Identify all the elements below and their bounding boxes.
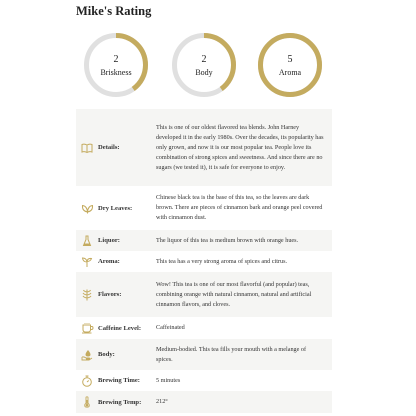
row-label: Brewing Temp: xyxy=(98,398,142,406)
brewing-temp-row xyxy=(76,391,332,413)
gauge-briskness xyxy=(83,32,149,98)
gauge-label: Aroma xyxy=(278,68,302,77)
hand-drop-icon xyxy=(80,348,94,362)
sprout-icon xyxy=(80,255,94,269)
tea-details-table xyxy=(76,109,332,413)
row-text: This is one of our oldest flavored tea blends. John Harney developed it in the early 1980s. Over the decades, its popularity has only grown, and now it is our most popular tea. People love its combination of strong spices and sweetness. And since there are no sugars (we tested it), it is safe for everyone to enjoy. xyxy=(156,123,324,171)
aroma-row xyxy=(76,251,332,272)
coffee-cup-icon xyxy=(80,321,94,335)
thermometer-icon xyxy=(80,395,94,409)
row-label: Liquor: xyxy=(98,237,120,244)
row-label: Body: xyxy=(98,351,115,358)
gauge-value: 2 xyxy=(201,54,207,65)
row-text: This tea has a very strong aroma of spices and citrus. xyxy=(156,257,288,265)
stopwatch-icon xyxy=(80,374,94,388)
row-text: The liquor of this tea is medium brown with orange hues. xyxy=(156,236,299,244)
gauge-label: Body xyxy=(195,68,213,77)
leaves-icon xyxy=(80,201,94,215)
row-text: Chinese black tea is the base of this tea, so the leaves are dark brown. There are pieces of cinnamon bark and orange peel covered with cinnamon dust. xyxy=(156,194,323,221)
row-label: Aroma: xyxy=(98,258,120,265)
sprig-icon xyxy=(80,288,94,302)
gauge-aroma xyxy=(257,32,323,98)
gauge-body xyxy=(171,32,237,98)
rating-gauges xyxy=(0,0,416,120)
page-title: Mike's Rating xyxy=(76,4,152,18)
row-text: Medium-bodied. This tea fills your mouth with a melange of spices. xyxy=(156,345,307,363)
book-icon xyxy=(80,141,94,155)
gauge-value: 2 xyxy=(113,54,119,65)
dry-leaves-row xyxy=(76,186,332,230)
row-label: Dry Leaves: xyxy=(98,204,133,212)
gauge-ring-icon xyxy=(83,32,149,98)
brewing-time-row xyxy=(76,370,332,391)
row-text: 212° xyxy=(156,398,168,405)
gauge-ring-icon xyxy=(257,32,323,98)
gauge-value: 5 xyxy=(287,54,293,65)
details-row xyxy=(76,109,332,186)
row-text: 5 minutes xyxy=(156,376,181,384)
gauge-label: Briskness xyxy=(100,68,132,77)
flavors-row xyxy=(76,272,332,317)
row-label: Flavors: xyxy=(98,291,122,298)
row-text: Wow! This tea is one of our most flavorful (and popular) teas, combining orange with natural cinnamon, natural and artificial cinnamon flavors, and cloves. xyxy=(156,280,312,308)
body-row xyxy=(76,339,332,370)
caffeine-level-row xyxy=(76,317,332,339)
row-text: Caffeinated xyxy=(156,324,185,331)
row-label: Caffeine Level: xyxy=(98,324,142,332)
flask-icon xyxy=(80,234,94,248)
liquor-row xyxy=(76,230,332,251)
row-label: Details: xyxy=(98,144,120,151)
gauge-ring-icon xyxy=(171,32,237,98)
row-label: Brewing Time: xyxy=(98,377,140,384)
